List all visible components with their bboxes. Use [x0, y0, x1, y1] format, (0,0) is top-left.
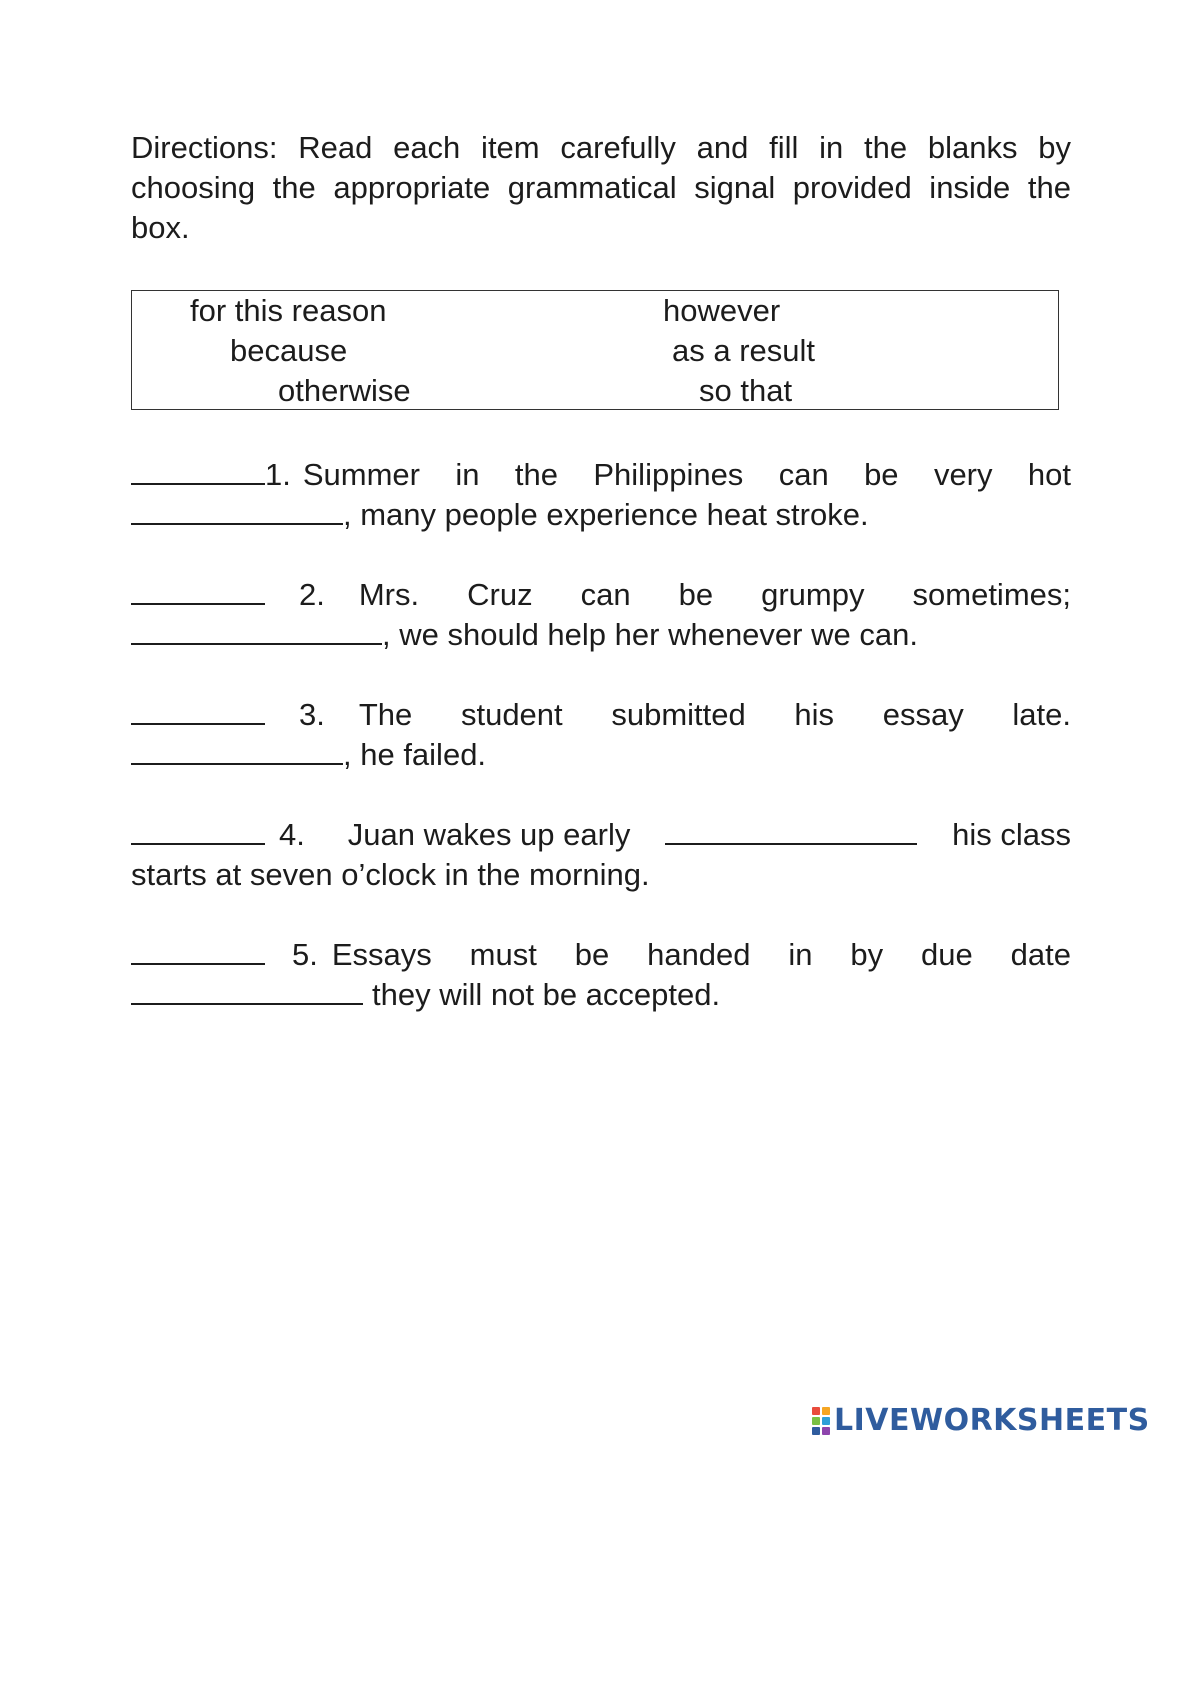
item-text: , he failed.	[343, 737, 487, 772]
item-text: , we should help her whenever we can.	[382, 617, 918, 652]
word-option: for this reason	[190, 293, 387, 328]
answer-blank[interactable]	[131, 815, 265, 845]
word-option: so that	[699, 373, 793, 408]
question-item-1	[131, 455, 1071, 535]
item-number: 4.	[279, 817, 305, 852]
item-text: Mrs. Cruz can be grumpy sometimes;	[358, 577, 1071, 612]
item-text: , many people experience heat stroke.	[343, 497, 869, 532]
item-number: 2.	[299, 577, 325, 612]
answer-blank[interactable]	[131, 695, 265, 725]
answer-blank[interactable]	[131, 975, 363, 1005]
answer-blank[interactable]	[131, 735, 343, 765]
answer-blank[interactable]	[131, 455, 265, 485]
word-option: otherwise	[278, 373, 411, 408]
item-number: 5.	[292, 937, 318, 972]
word-box	[131, 290, 1059, 410]
item-text: Juan wakes up early	[347, 817, 631, 852]
question-item-2	[131, 575, 1071, 655]
directions-text: Directions: Read each item carefully and fill in the blanks by choosing the appropriate grammatical signal provided inside the box.	[131, 130, 1071, 245]
answer-blank[interactable]	[131, 575, 265, 605]
item-text: Essays must be handed in by due date	[331, 937, 1071, 972]
item-number: 3.	[299, 697, 325, 732]
logo-text: LIVEWORKSHEETS	[834, 1403, 1150, 1438]
answer-blank[interactable]	[131, 935, 265, 965]
question-item-5	[131, 935, 1071, 1015]
answer-blank[interactable]	[665, 815, 917, 845]
question-item-3	[131, 695, 1071, 775]
item-text: they will not be accepted.	[372, 977, 721, 1012]
logo-grid-icon	[812, 1407, 830, 1435]
liveworksheets-logo	[812, 1403, 1150, 1438]
word-option: because	[230, 333, 348, 368]
word-option: as a result	[672, 333, 816, 368]
item-text: starts at seven o’clock in the morning.	[131, 857, 650, 892]
item-text: Summer in the Philippines can be very hot	[302, 457, 1071, 492]
answer-blank[interactable]	[131, 495, 343, 525]
item-number: 1.	[265, 457, 291, 492]
word-option: however	[663, 293, 781, 328]
item-text: The student submitted his essay late.	[358, 697, 1071, 732]
answer-blank[interactable]	[131, 615, 382, 645]
item-text: his class	[952, 817, 1071, 852]
question-item-4	[131, 815, 1071, 895]
